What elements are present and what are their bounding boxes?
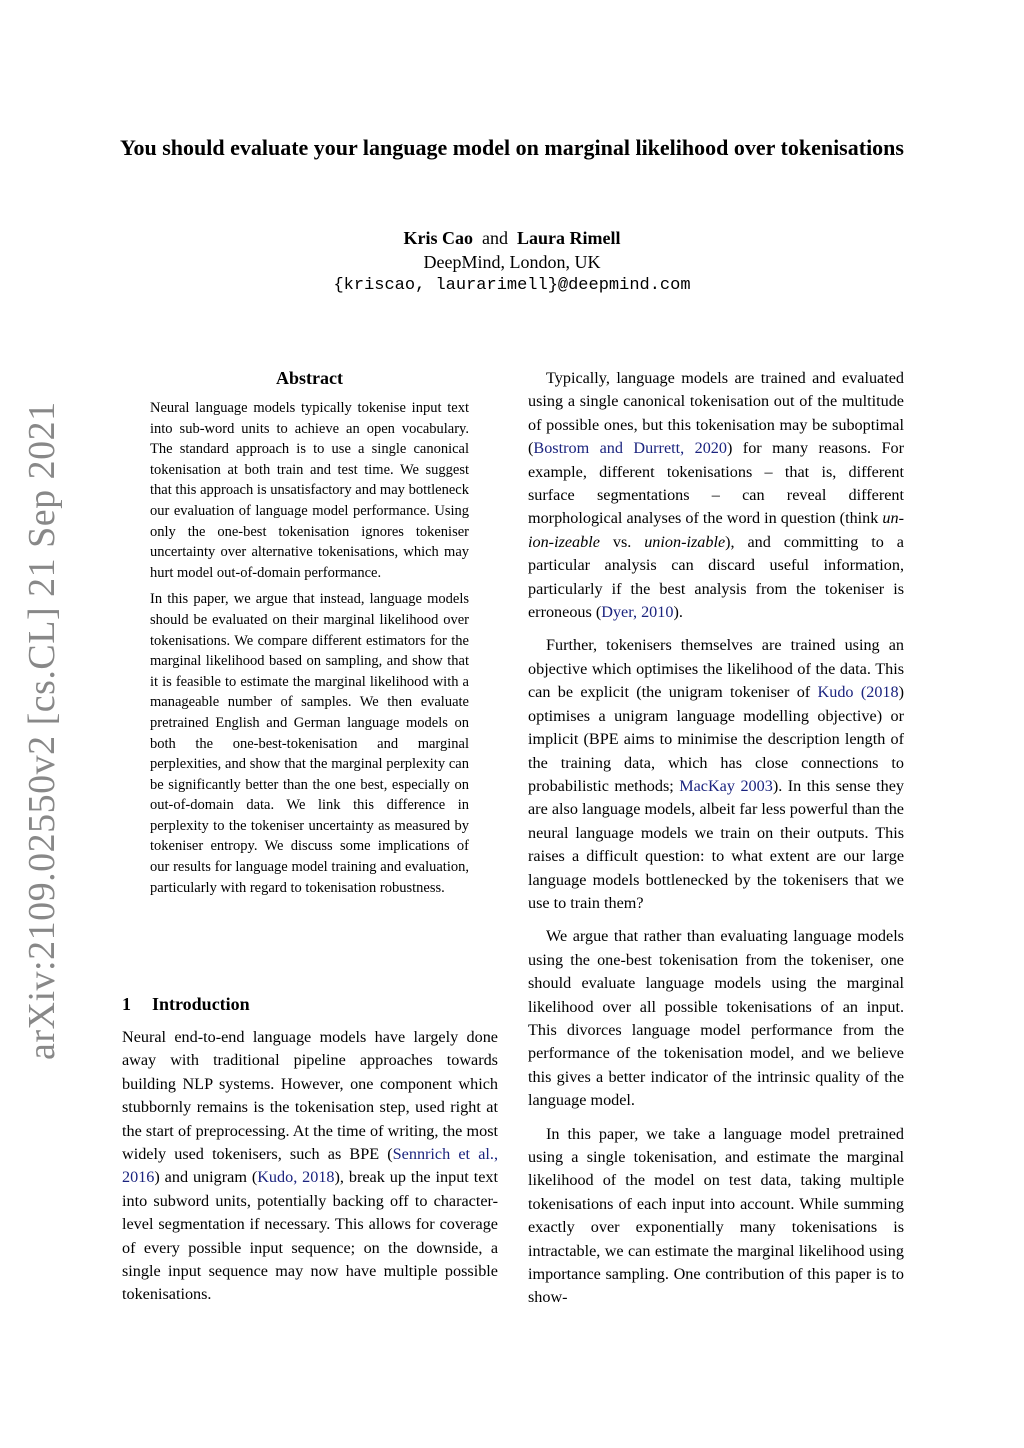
citation-link[interactable]: Sennrich et al., 2016 [122,1145,498,1187]
text-run: ) for many reasons. For example, different tokenisations – that is, different surface segmentations – can reveal different morphological analyses of the word in question (think [528,439,904,528]
body-paragraph: We argue that rather than evaluating language models using the one-best tokenisation from the tokeniser, one should evaluate language models using the marginal likelihood over all possible tokenisations of an input. This divorces language model performance from the performance of the tokenisation model, and we believe this gives a better indicator of the intrinsic quality of the language model. [528,927,904,1110]
abstract [150,366,469,904]
abstract-paragraph: In this paper, we argue that instead, language models should be evaluated on their marginal likelihood over tokenisations. We compare different estimators for the marginal likelihood based on sampling, and show that it is feasible to estimate the marginal likelihood with a manageable number of samples. We then evaluate pretrained English and German language models on both the one-best-tokenisation and marginal perplexities, and show that the marginal perplexity can be significantly better than the one best, especially on out-of-domain data. We link this difference in perplexity to the tokeniser uncertainty as measured by tokeniser entropy. We discuss some implications of our results for language model training and evaluation, particularly with regard to tokenisation robustness. [150,591,469,896]
right-column [528,367,904,1320]
section-title: Introduction [152,994,250,1014]
body-paragraph: In this paper, we take a language model pretrained using a single tokenisation, and estimate the marginal likelihood of the model on test data, taking multiple tokenisations of each input into account. While summing exactly over exponentially many tokenisations is intractable, we can estimate the marginal likelihood using importance sampling. One contribution of this paper is to show- [528,1124,904,1307]
introduction-section [122,992,498,1307]
text-run: ). In this sense they are also language models, albeit far less powerful than the neural language models we train on their outputs. This raises a difficult question: to what extent are our large language models bottlenecked by the tokenisers that we use to train them? [528,776,904,912]
emphasis: union-izable [644,532,726,551]
citation-link[interactable]: MacKay 2003 [679,776,773,795]
citation-link[interactable]: (2018 [853,683,899,702]
citation-link[interactable]: Dyer, 2010 [601,603,674,622]
text-run: Typically, language models are trained and evaluated using a single canonical tokenisation out of the multitude of possible ones, but this tokenisation may be suboptimal ( [528,369,904,458]
citation-link[interactable]: Bostrom and Durrett, 2020 [533,439,727,458]
author-name: Laura Rimell [517,228,621,248]
body-paragraph [528,367,904,624]
affiliation: DeepMind, London, UK [423,252,601,272]
citation-link[interactable]: Kudo [817,683,854,702]
section-heading [122,992,498,1016]
text-run: vs. [599,532,645,551]
author-name: Kris Cao [403,228,473,248]
text-run: Neural end-to-end language models have largely done away with traditional pipeline approaches towards building NLP systems. However, one component which stubbornly remains is the tokenisation step, used right at the start of preprocessing. At the time of writing, the most widely used tokenisers, such as BPE ( [122,1028,498,1164]
abstract-heading: Abstract [276,368,343,388]
author-block [120,226,904,298]
author-names [120,226,904,250]
abstract-paragraph: Neural language models typically tokenise input text into sub-word units to achieve an open vocabulary. The standard approach is to use a single canonical tokenisation at both train and test time. We suggest that this approach is unsatisfactory and may bottleneck our evaluation of language model performance. Using only the one-best tokenisation ignores tokeniser uncertainty over alternative tokenisations, which may hurt model out-of-domain performance. [150,400,469,581]
text-run: Further, tokenisers themselves are trained using an objective which optimises the likelihood of the data. This can be explicit (the unigram tokeniser of [528,636,904,702]
section-number: 1 [122,994,131,1014]
body-paragraph [122,1026,498,1307]
arxiv-stamp: arXiv:2109.02550v2 [cs.CL] 21 Sep 2021 [21,401,63,1060]
text-run: ). [673,603,683,622]
citation-link[interactable]: Kudo, 2018 [257,1168,335,1187]
author-conjunction: and [482,228,508,248]
text-run: ), and committing to a particular analysis can discard useful information, particularly if the best analysis from the tokeniser is erroneous ( [528,532,904,622]
paper-title: You should evaluate your language model on marginal likelihood over tokenisations [120,135,904,160]
emphasis: un-ion-izeable [528,509,904,551]
body-paragraph [528,634,904,915]
text-run: ) and unigram ( [154,1168,258,1187]
text-run: ), break up the input text into subword units, potentially backing off to character-level segmentation if necessary. This allows for coverage of every possible input sequence; on the downside, a single input sequence may now have multiple possible tokenisations. [122,1168,498,1304]
email: {kriscao, laurarimell}@deepmind.com [333,276,691,295]
text-run: ) optimises a unigram language modelling objective) or implicit (BPE aims to minimise the description length of the training data, which has close connections to probabilistic methods; [528,683,904,795]
